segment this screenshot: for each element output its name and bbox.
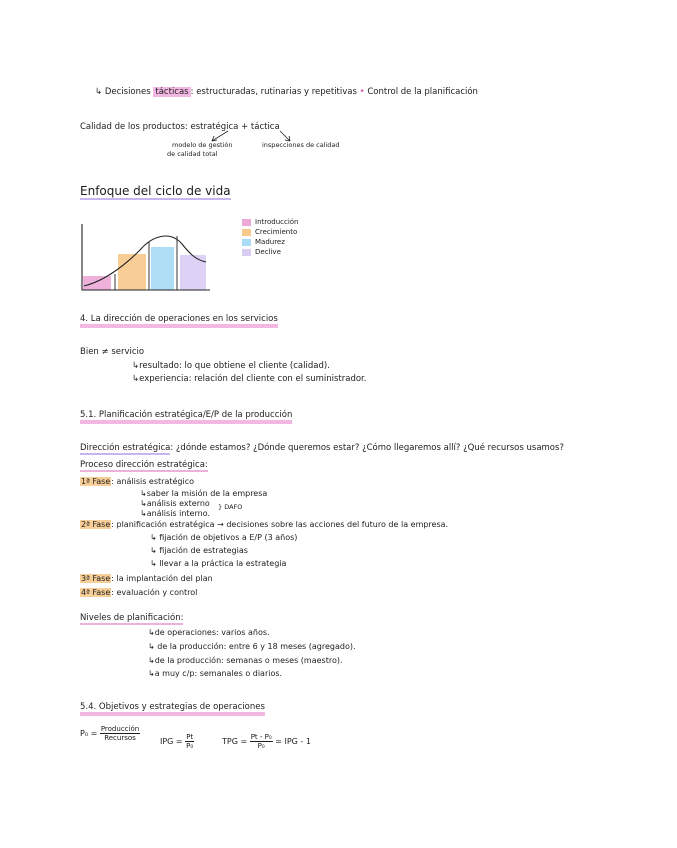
legend-introduccion: Introducción	[242, 218, 299, 227]
objetivos-title: 5.4. Objetivos y estrategias de operaciones	[80, 702, 265, 713]
calidad-left-1: modelo de gestión	[172, 141, 233, 149]
bullet-icon: •	[359, 87, 365, 97]
lifecycle-chart	[78, 220, 218, 295]
fase-1-externo: ↳análisis externo	[140, 499, 210, 508]
direccion-line: Dirección estratégica: ¿dónde estamos? ¿Dónde queremos estar? ¿Cómo llegaremos allí? ¿Qué recursos usamos?	[80, 443, 564, 453]
fase-4: 4ª Fase: evaluación y control	[81, 588, 198, 597]
proceso-title: Proceso dirección estratégica:	[80, 460, 208, 470]
planif-title: 5.1. Planificación estratégica/E/P de la producción	[80, 410, 292, 421]
fase-2-objetivos: ↳ fijación de objetivos a E/P (3 años)	[150, 533, 298, 542]
highlight-tacticas: tácticas	[155, 87, 189, 97]
fase-1: 1ª Fase: análisis estratégico	[81, 477, 194, 486]
legend-swatch	[242, 239, 251, 246]
calidad-right: inspecciones de calidad	[262, 141, 340, 149]
bien-servicio: Bien ≠ servicio	[80, 347, 145, 357]
nivel-cp: ↳a muy c/p: semanales o diarios.	[148, 669, 283, 678]
formula-po: P₀ = $\frac{\text{Producción}}{\text{Recursos}}$	[80, 724, 140, 742]
fase-2-practica: ↳ llevar a la práctica la estrategia	[150, 559, 287, 568]
legend-crecimiento: Crecimiento	[242, 228, 297, 237]
nivel-agregado: ↳ de la producción: entre 6 y 18 meses (agregado).	[148, 642, 356, 651]
nivel-operaciones: ↳de operaciones: varios años.	[148, 628, 270, 637]
fase-2: 2ª Fase: planificación estratégica → decisiones sobre las acciones del futuro de la empresa.	[81, 520, 449, 529]
legend-swatch	[242, 219, 251, 226]
legend-swatch	[242, 229, 251, 236]
fase-3: 3ª Fase: la implantación del plan	[81, 574, 213, 583]
experiencia-line: ↳experiencia: relación del cliente con el suministrador.	[132, 374, 367, 384]
fase-1-mision: ↳saber la misión de la empresa	[140, 489, 268, 498]
calidad-left-2: de calidad total	[167, 150, 218, 158]
ciclo-title: Enfoque del ciclo de vida	[80, 184, 231, 198]
arrow-icon: ↳	[95, 87, 103, 97]
fase-1-interno: ↳análisis interno.	[140, 509, 210, 518]
decisiones-line: ↳ Decisiones tácticas : estructuradas, rutinarias y repetitivas • Control de la planificación	[95, 87, 478, 97]
nivel-maestro: ↳de la producción: semanas o meses (maestro).	[148, 656, 343, 665]
calidad-line: Calidad de los productos: estratégica + táctica	[80, 122, 280, 132]
fase-2-estrategias: ↳ fijación de estrategias	[150, 546, 248, 555]
legend-declive: Declive	[242, 248, 281, 257]
stage-declive-fill	[180, 255, 206, 290]
stage-introduccion-fill	[83, 276, 111, 290]
stage-crecimiento-fill	[118, 254, 146, 290]
legend-swatch	[242, 249, 251, 256]
legend-madurez: Madurez	[242, 238, 285, 247]
niveles-title: Niveles de planificación:	[80, 613, 184, 623]
formula-tpg: TPG = $\frac{\text{Pt - P₀}}{\text{P₀}}$ = IPG - 1	[222, 732, 311, 750]
formula-ipg: IPG = $\frac{Pt}{\text{P₀}}$	[160, 732, 194, 750]
stage-madurez-fill	[151, 247, 174, 290]
servicios-title: 4. La dirección de operaciones en los servicios	[80, 314, 278, 325]
dafo-brace: } DAFO	[218, 503, 243, 511]
resultado-line: ↳resultado: lo que obtiene el cliente (calidad).	[132, 361, 330, 371]
